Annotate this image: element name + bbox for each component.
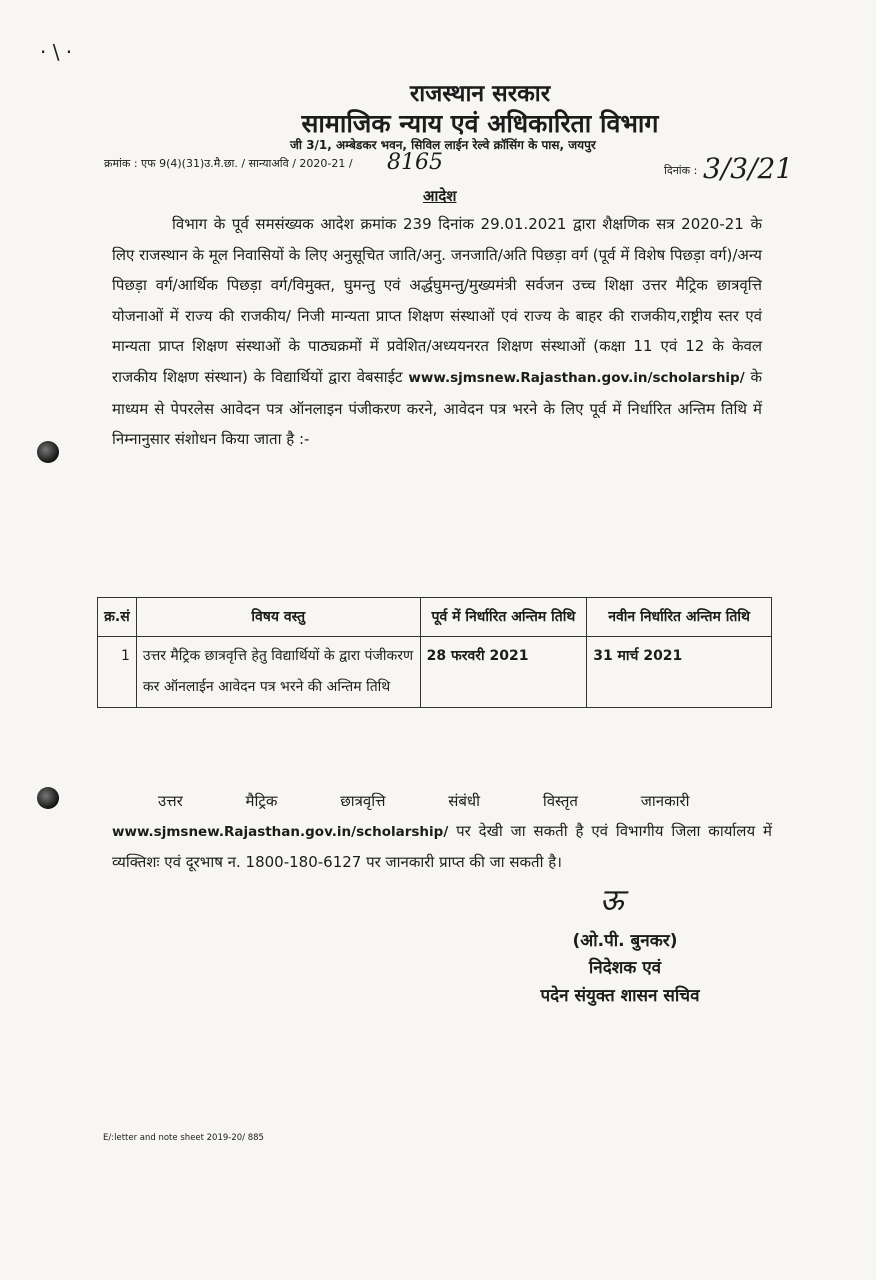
- cell-subject: उत्तर मैट्रिक छात्रवृत्ति हेतु विद्यार्थियों के द्वारा पंजीकरण कर ऑनलाईन आवेदन पत्र भरने की अन्तिम तिथि: [136, 637, 420, 708]
- department-name: सामाजिक न्याय एवं अधिकारिता विभाग: [301, 109, 659, 138]
- header-subject: विषय वस्तु: [136, 598, 420, 637]
- table-header-row: [98, 598, 772, 637]
- info-text-part2: पर देखी जा सकती है एवं विभागीय जिला कार्यालय में व्यक्तिशः एवं दूरभाष न. 1800-180-6127 पर जानकारी प्राप्त की जा सकती है।: [112, 822, 772, 871]
- signatory-designation: निदेशक एवं: [588, 958, 662, 978]
- header-new-date: नवीन निर्धारित अन्तिम तिथि: [587, 598, 772, 637]
- reference-number: क्रमांक : एफ 9(4)(31)उ.मै.छा. / सान्याअवि / 2020-21 /: [104, 157, 353, 170]
- header-serial: क्र.सं: [98, 598, 137, 637]
- scholarship-url: www.sjmsnew.Rajasthan.gov.in/scholarship/: [408, 369, 745, 386]
- cell-new-date: 31 मार्च 2021: [587, 637, 772, 708]
- info-text-part1: उत्तर मैट्रिक छात्रवृत्ति संबंधी विस्तृत जानकारी: [158, 792, 690, 810]
- signatory-designation-2: पदेन संयुक्त शासन सचिव: [540, 986, 700, 1006]
- order-text-part1: विभाग के पूर्व समसंख्यक आदेश क्रमांक 239 दिनांक 29.01.2021 द्वारा शैक्षणिक सत्र 2020-21 के लिए राजस्थान के मूल निवासियों के लिए अनुसूचित जाति/अनु. जनजाति/अति पिछड़ा वर्ग (पूर्व में विशेष पिछड़ा वर्ग)/अन्य पिछड़ा वर्ग/आर्थिक पिछड़ा वर्ग/विमुक्त, घुमन्तु एवं अर्द्धघुमन्तु/मुख्यमंत्री सर्वजन उच्च शिक्षा उत्तर मैट्रिक छात्रवृत्ति योजनाओं में राज्य की राजकीय/ निजी मान्यता प्राप्त शिक्षण संस्थाओं एवं राज्य के बाहर की राजकीय,राष्ट्रीय स्तर एवं मान्यता प्राप्त शिक्षण संस्थाओं के पाठ्यक्रमों में प्रवेशित/अध्ययनरत शिक्षण संस्थाओं (कक्षा 11 एवं 12 के केवल राजकीय शिक्षण संस्थान) के विद्यार्थियों द्वारा वेबसाईट: [112, 215, 762, 386]
- date-label: दिनांक :: [664, 164, 698, 177]
- signatory-name: (ओ.पी. बुनकर): [572, 931, 678, 951]
- handwritten-signature: ऊ: [600, 883, 624, 918]
- info-paragraph: [112, 786, 772, 877]
- government-name: राजस्थान सरकार: [409, 81, 551, 107]
- cell-serial: 1: [98, 637, 137, 708]
- header-previous-date: पूर्व में निर्धारित अन्तिम तिथि: [420, 598, 587, 637]
- handwritten-date: 3/3/21: [703, 152, 794, 185]
- order-paragraph: [112, 209, 762, 455]
- cell-previous-date: 28 फरवरी 2021: [420, 637, 587, 708]
- pen-marks: · \ ·: [40, 40, 73, 64]
- punch-hole-top: [37, 441, 59, 463]
- deadline-table: [97, 597, 772, 708]
- department-address: जी 3/1, अम्बेडकर भवन, सिविल लाईन रेल्वे क्रॉसिंग के पास, जयपुर: [290, 138, 596, 152]
- punch-hole-bottom: [37, 787, 59, 809]
- footer-reference: E/:letter and note sheet 2019-20/ 885: [103, 1133, 264, 1143]
- order-title: आदेश: [423, 187, 457, 205]
- info-scholarship-url: www.sjmsnew.Rajasthan.gov.in/scholarship/: [112, 824, 449, 840]
- order-text-part2: के माध्यम से पेपरलेस आवेदन पत्र ऑनलाइन पंजीकरण करने, आवेदन पत्र भरने के लिए पूर्व में निर्धारित अन्तिम तिथि में निम्नानुसार संशोधन किया जाता है :-: [112, 367, 762, 449]
- handwritten-reference-number: 8165: [387, 150, 443, 175]
- table-row: [98, 637, 772, 708]
